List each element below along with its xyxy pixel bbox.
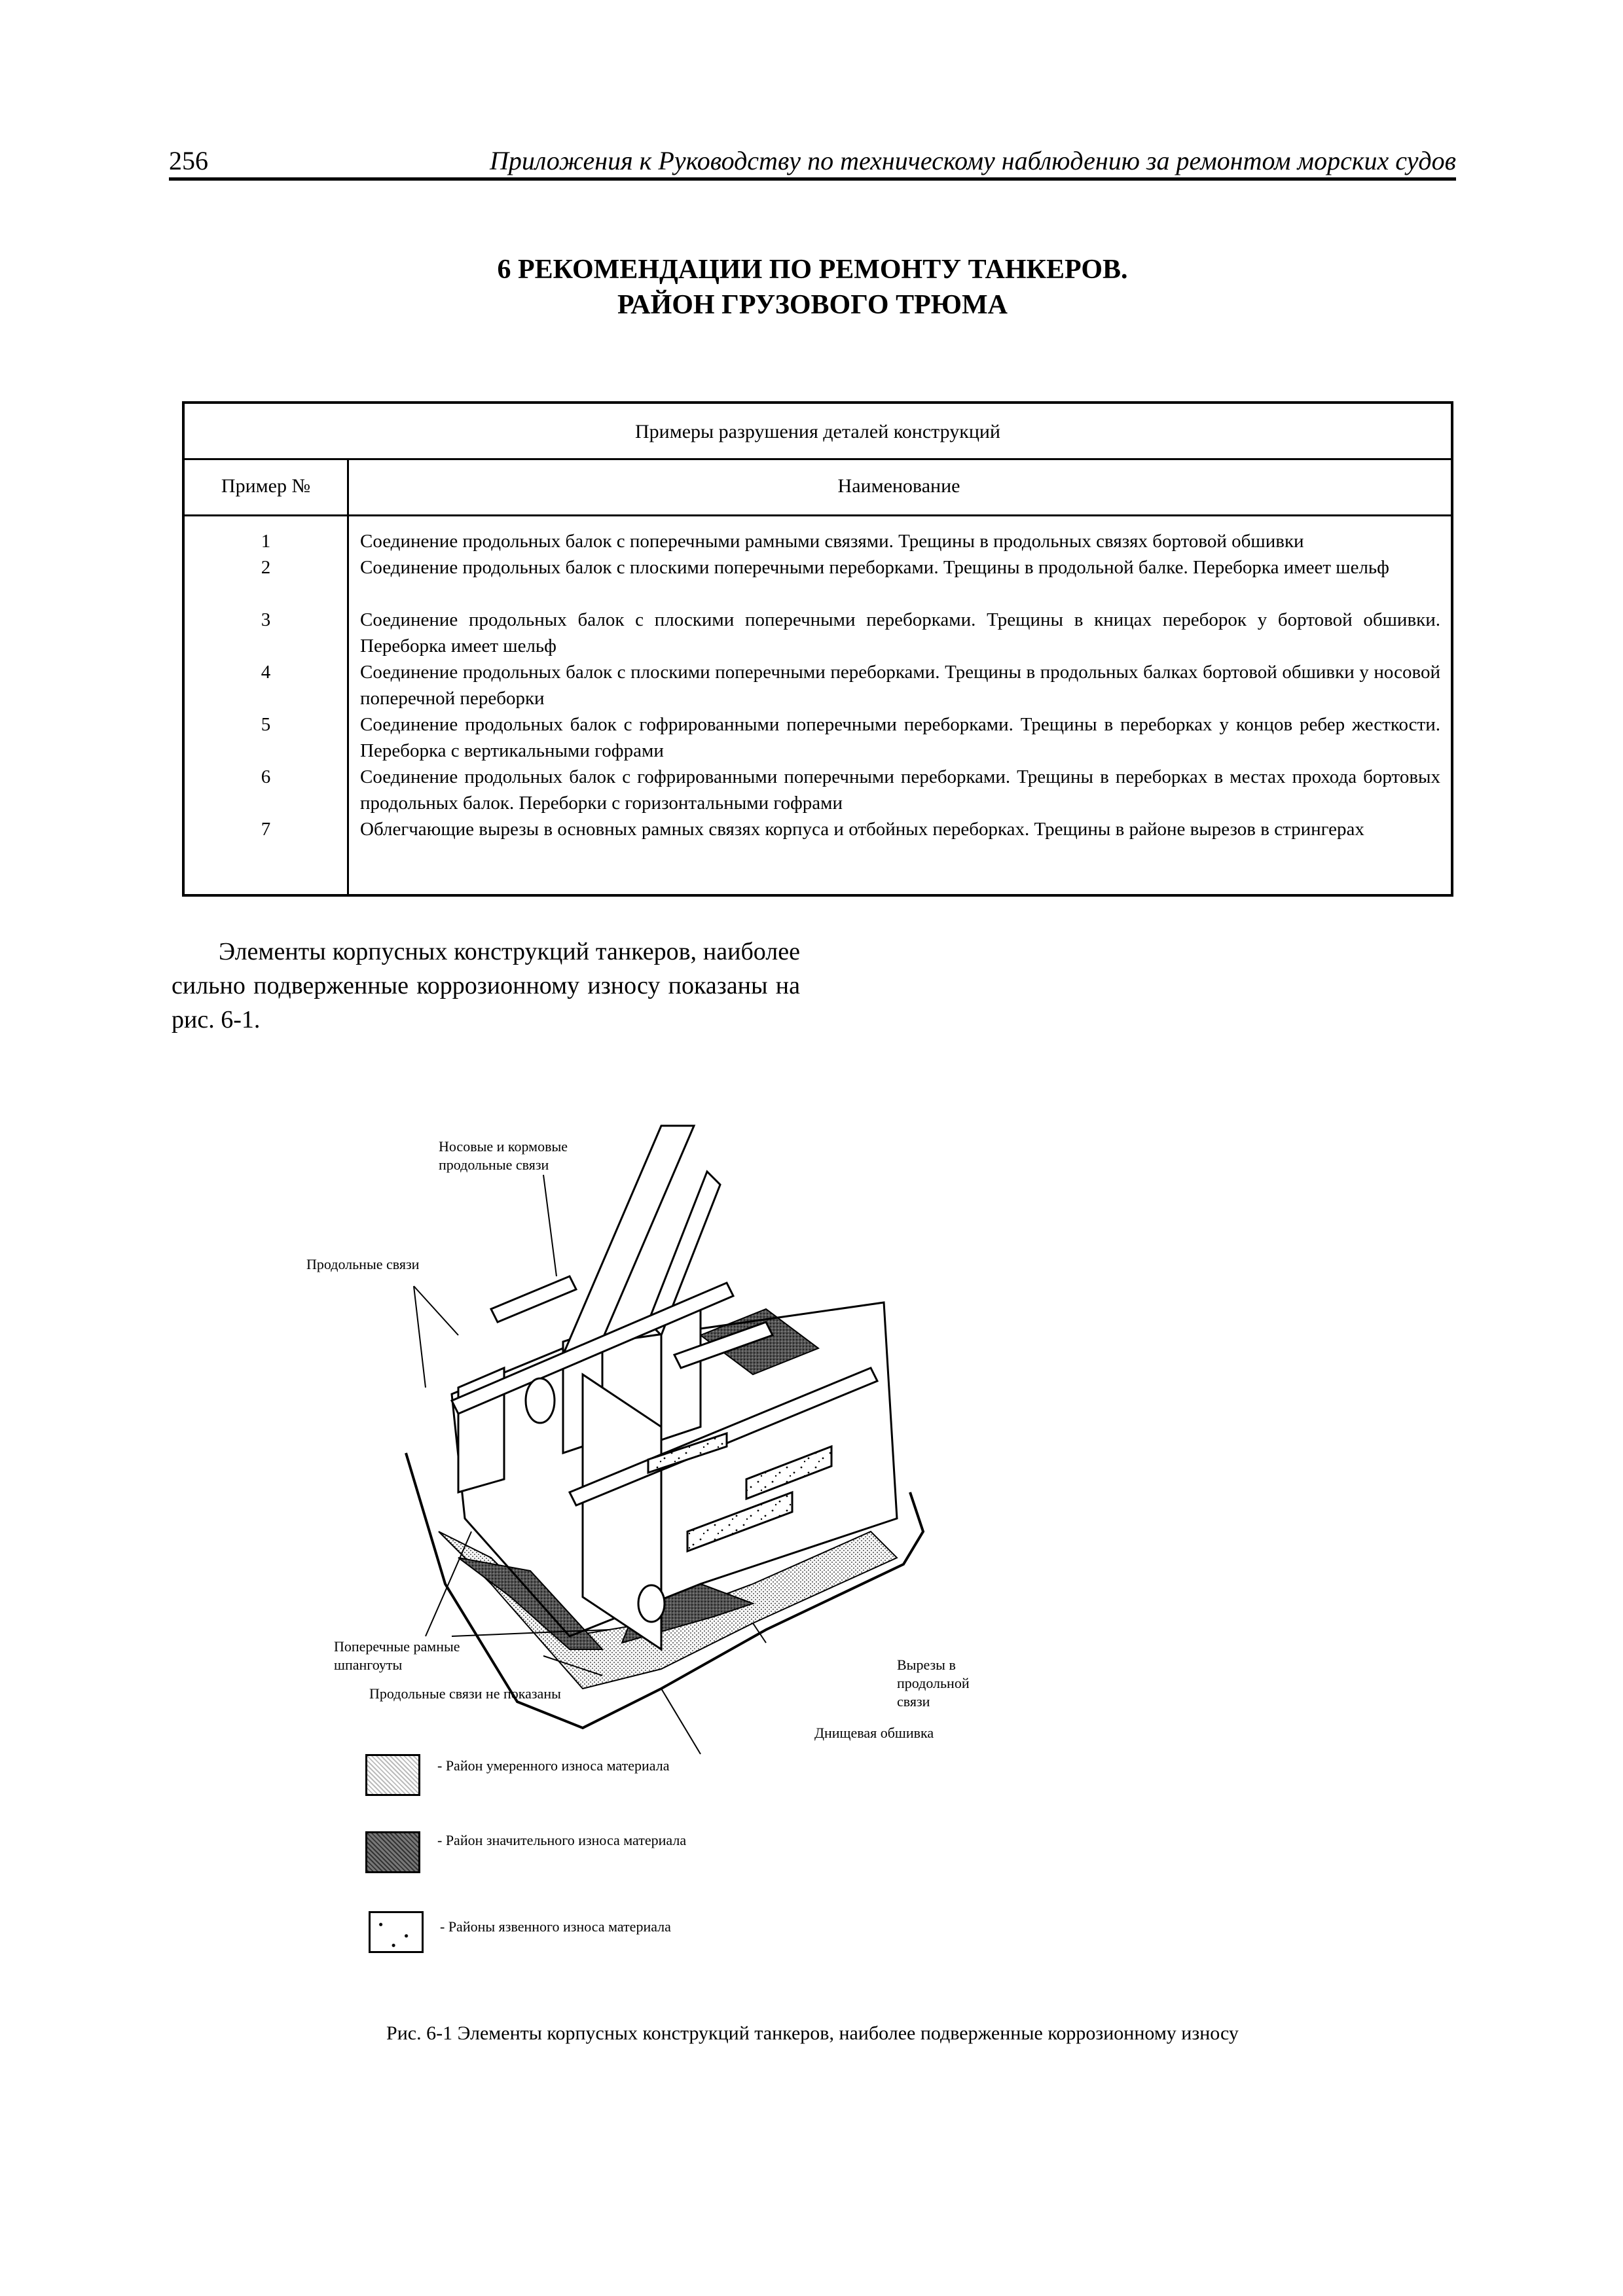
body-paragraph — [172, 935, 800, 1037]
label-longitudinals: Продольные связи — [306, 1256, 420, 1272]
row-text: Соединение продольных балок с гофрированными поперечными переборками. Трещины в переборках у концов ребер жесткости. Переборка с вертикальными гофрами — [360, 714, 1440, 761]
damage-examples-table — [182, 401, 1453, 897]
legend-swatch-heavy — [365, 1831, 420, 1873]
body-paragraph-text: Элементы корпусных конструкций танкеров, наиболее сильно подверженные коррозионному износу показаны на рис. 6-1. — [172, 938, 800, 1033]
legend-swatch-pitting — [369, 1911, 424, 1953]
running-title: Приложения к Руководству по техническому наблюдению за ремонтом морских судов — [489, 146, 1456, 175]
row-text: Соединение продольных балок с поперечными рамными связями. Трещины в продольных связях бортовой обшивки — [360, 531, 1304, 552]
page-number: 256 — [169, 146, 208, 175]
section-title-line1: 6 РЕКОМЕНДАЦИИ ПО РЕМОНТУ ТАНКЕРОВ. — [497, 255, 1128, 285]
row-number: 2 — [261, 557, 271, 578]
label-transverse-frames: Поперечные рамные шпангоуты — [334, 1638, 460, 1673]
legend-text-pitting: - Районы язвенного износа материала — [440, 1918, 671, 1935]
column-header-number: Пример № — [221, 475, 311, 497]
label-bottom-plating: Днищевая обшивка — [814, 1725, 934, 1741]
section-title — [169, 252, 1456, 323]
row-text: Облегчающие вырезы в основных рамных связях корпуса и отбойных переборках. Трещины в районе вырезов в стрингерах — [360, 819, 1364, 840]
label-longitudinals-not-shown: Продольные связи не показаны — [369, 1685, 561, 1702]
row-text: Соединение продольных балок с гофрированными поперечными переборками. Трещины в переборках в местах прохода бортовых продольных балок. Переборки с горизонтальными гофрами — [360, 766, 1440, 814]
row-number: 3 — [261, 609, 271, 630]
row-number: 7 — [261, 819, 271, 840]
hull-structure-figure — [295, 1060, 1015, 1911]
row-text: Соединение продольных балок с плоскими поперечными переборками. Трещины в продольной балке. Переборка имеет шельф — [360, 557, 1389, 578]
section-title-line2: РАЙОН ГРУЗОВОГО ТРЮМА — [617, 290, 1008, 320]
label-cutouts: Вырезы в продольной связи — [897, 1657, 970, 1710]
label-bow-stern-longitudinals: Носовые и кормовые продольные связи — [439, 1138, 568, 1173]
legend-text-heavy: - Район значительного износа материала — [437, 1832, 687, 1848]
table-header-row — [185, 460, 1451, 516]
row-number: 6 — [261, 766, 271, 787]
row-text: Соединение продольных балок с плоскими поперечными переборками. Трещины в кницах переборок у бортовой обшивки. Переборка имеет шельф — [360, 609, 1440, 656]
header-rule — [169, 177, 1456, 181]
figure-caption: Рис. 6-1 Элементы корпусных конструкций танкеров, наиболее подверженные коррозионному износу — [386, 2022, 1239, 2044]
column-header-name: Наименование — [837, 475, 960, 497]
page-header — [169, 145, 1456, 179]
legend-swatch-moderate — [365, 1754, 420, 1796]
row-number: 5 — [261, 714, 271, 735]
table-column-divider — [347, 460, 349, 894]
row-number: 1 — [261, 531, 271, 552]
row-text: Соединение продольных балок с плоскими поперечными переборками. Трещины в продольных балках бортовой обшивки у носовой поперечной переборки — [360, 662, 1440, 709]
table-caption: Примеры разрушения деталей конструкций — [185, 404, 1451, 460]
legend-text-moderate: - Район умеренного износа материала — [437, 1757, 670, 1774]
row-number: 4 — [261, 662, 271, 683]
